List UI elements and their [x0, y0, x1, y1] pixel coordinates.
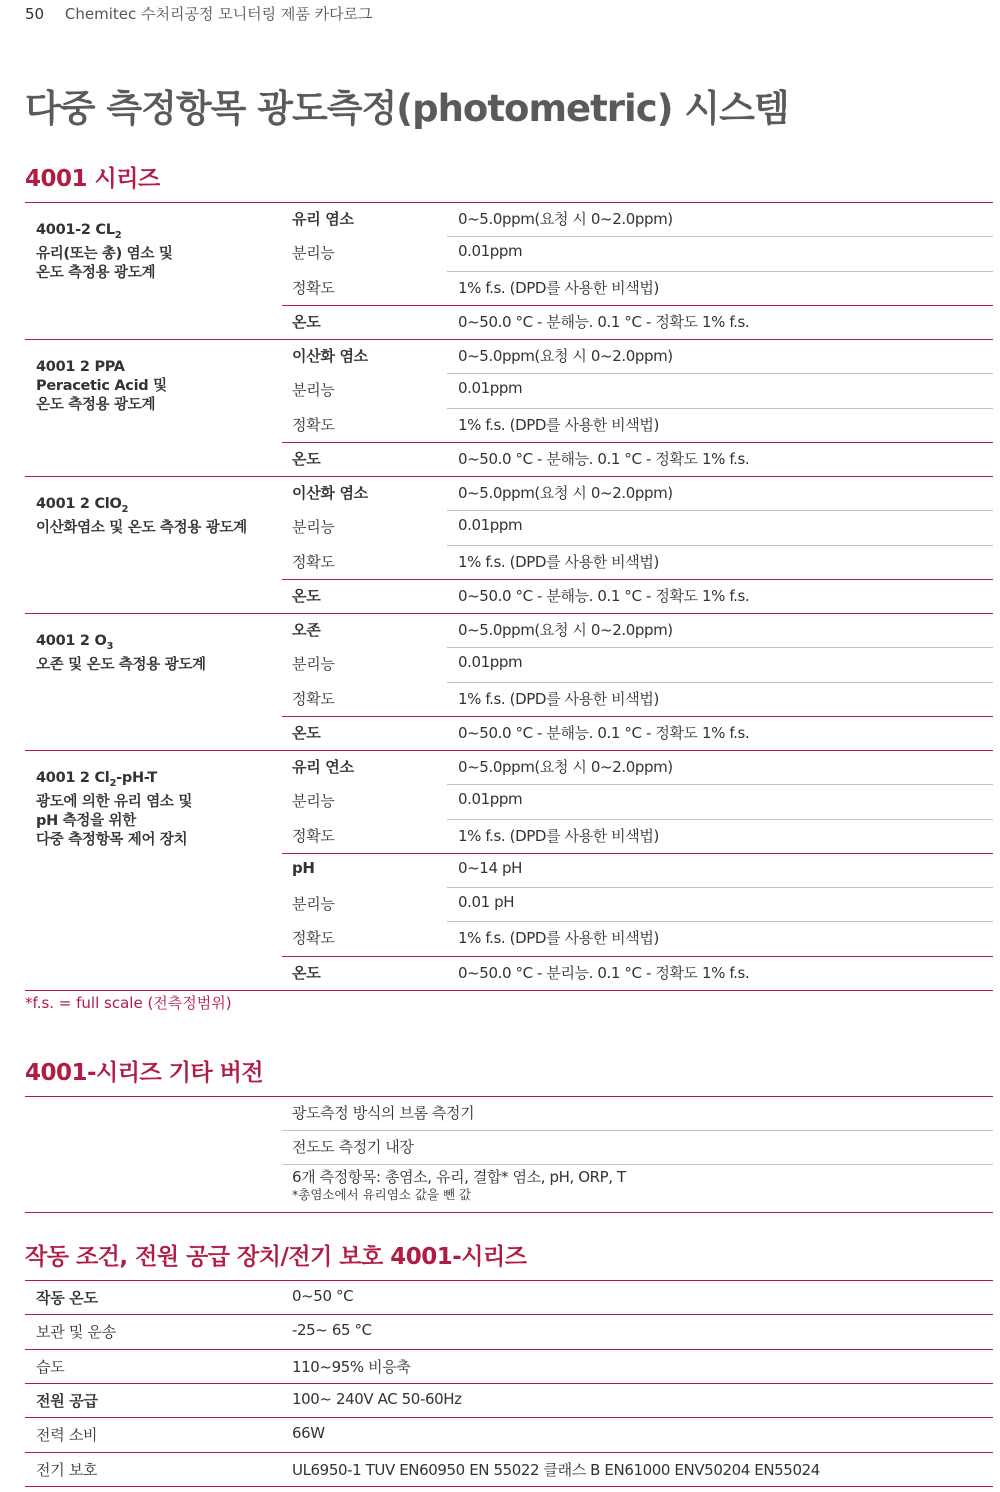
group-divider — [282, 853, 993, 854]
group-label-line — [36, 377, 276, 396]
spec-key: pH — [292, 858, 315, 877]
spec-value: 0~5.0ppm(요청 시 0~2.0ppm) — [458, 621, 673, 639]
spec-key: 정확도 — [292, 826, 335, 845]
group-label-line — [36, 793, 276, 812]
footnote: *f.s. = full scale (전측정범위) — [25, 994, 232, 1012]
group-label-line — [36, 245, 276, 264]
row-divider — [447, 784, 993, 785]
group-divider — [282, 442, 993, 443]
spec-value: 0~50.0 °C - 분해능. 0.1 °C - 정확도 1% f.s. — [458, 449, 750, 468]
group-label-line — [36, 495, 276, 519]
condition-value: 100~ 240V AC 50-60Hz — [292, 1389, 462, 1408]
label-text: 오존 및 온도 측정용 광도계 — [36, 656, 206, 673]
version-item: 광도측정 방식의 브롬 측정기 — [292, 1104, 475, 1122]
spec-value: 1% f.s. (DPD를 사용한 비색법) — [458, 415, 659, 434]
spec-value: 0~5.0ppm(요청 시 0~2.0ppm) — [458, 210, 673, 228]
spec-key: 온도 — [292, 312, 321, 331]
spec-value: 0~50.0 °C - 분해능. 0.1 °C - 정확도 1% f.s. — [458, 723, 750, 742]
condition-key: 습도 — [36, 1357, 65, 1376]
group-divider — [25, 1417, 993, 1418]
spec-key: 오존 — [292, 621, 321, 639]
group-divider — [25, 990, 993, 991]
spec-value: 0~5.0ppm(요청 시 0~2.0ppm) — [458, 484, 673, 502]
group-label-line — [36, 358, 276, 377]
spec-value: 0~50.0 °C - 분해능. 0.1 °C - 정확도 1% f.s. — [458, 586, 750, 605]
spec-value: 0.01 pH — [458, 893, 515, 911]
group-label-line — [36, 519, 276, 538]
label-text: 4001-2 CL — [36, 222, 115, 238]
label-text: -pH-T — [116, 770, 157, 786]
group-divider — [25, 202, 993, 203]
group-divider — [282, 579, 993, 580]
spec-key: 정확도 — [292, 415, 335, 434]
spec-value: 0.01ppm — [458, 790, 523, 809]
spec-key: 정확도 — [292, 278, 335, 297]
group-label-line — [36, 831, 276, 850]
spec-value: 0.01ppm — [458, 653, 523, 672]
conditions-heading: 작동 조건, 전원 공급 장치/전기 보호 4001-시리즈 — [25, 1244, 527, 1270]
label-text: 이산화염소 및 온도 측정용 광도계 — [36, 519, 247, 536]
group-divider — [25, 476, 993, 477]
group-divider — [282, 716, 993, 717]
label-subscript: 3 — [106, 640, 114, 652]
spec-key: 분리능 — [292, 518, 335, 537]
version-item: 6개 측정항목: 총염소, 유리, 결합* 염소, pH, ORP, T — [292, 1168, 626, 1186]
row-divider — [447, 819, 993, 820]
condition-key: 전기 보호 — [36, 1460, 98, 1479]
row-divider — [447, 408, 993, 409]
group-divider — [282, 956, 993, 957]
group-divider — [25, 1452, 993, 1453]
spec-key: 온도 — [292, 586, 321, 605]
spec-value: 1% f.s. (DPD를 사용한 비색법) — [458, 929, 659, 948]
group-divider — [25, 1314, 993, 1315]
group-divider — [25, 1349, 993, 1350]
spec-key: 분리능 — [292, 792, 335, 811]
group-divider — [25, 1212, 993, 1213]
spec-key: 분리능 — [292, 655, 335, 674]
condition-value: 66W — [292, 1424, 325, 1443]
row-divider — [282, 1164, 993, 1165]
group-label — [36, 358, 276, 415]
group-divider — [25, 613, 993, 614]
condition-key: 전원 공급 — [36, 1391, 98, 1410]
spec-key: 온도 — [292, 963, 321, 982]
group-divider — [25, 1280, 993, 1281]
condition-value: -25~ 65 °C — [292, 1321, 372, 1340]
spec-key: 유리 연소 — [292, 758, 354, 776]
label-text: pH 측정을 위한 — [36, 812, 136, 829]
group-label — [36, 769, 276, 850]
row-divider — [447, 271, 993, 272]
group-label — [36, 221, 276, 283]
label-text: 4001 2 PPA — [36, 359, 125, 375]
label-subscript: 2 — [114, 229, 122, 241]
label-text: 4001 2 ClO — [36, 496, 122, 512]
label-text: 유리(또는 총) 염소 및 — [36, 245, 173, 262]
group-label-line — [36, 812, 276, 831]
row-divider — [447, 510, 993, 511]
condition-value: 0~50 °C — [292, 1287, 354, 1305]
spec-value: 1% f.s. (DPD를 사용한 비색법) — [458, 689, 659, 708]
group-label — [36, 495, 276, 538]
spec-key: 분리능 — [292, 244, 335, 263]
spec-value: 0~5.0ppm(요청 시 0~2.0ppm) — [458, 347, 673, 365]
group-label — [36, 632, 276, 675]
spec-value: 1% f.s. (DPD를 사용한 비색법) — [458, 552, 659, 571]
group-label-line — [36, 769, 276, 793]
spec-value: 0~50.0 °C - 분리능. 0.1 °C - 정확도 1% f.s. — [458, 963, 750, 982]
condition-value: UL6950-1 TUV EN60950 EN 55022 클래스 B EN61000 ENV50204 EN55024 — [292, 1460, 820, 1479]
spec-key: 이산화 염소 — [292, 347, 368, 365]
group-label-line — [36, 656, 276, 675]
label-text: 4001 2 O — [36, 633, 107, 649]
spec-key: 분리능 — [292, 381, 335, 400]
condition-key: 전력 소비 — [36, 1426, 98, 1445]
label-text: 다중 측정항목 제어 장치 — [36, 831, 188, 848]
spec-value: 0~5.0ppm(요청 시 0~2.0ppm) — [458, 758, 673, 776]
spec-key: 정확도 — [292, 552, 335, 571]
row-divider — [447, 373, 993, 374]
spec-value: 0.01ppm — [458, 516, 523, 535]
spec-key: 온도 — [292, 723, 321, 742]
group-label-line — [36, 221, 276, 245]
spec-key: 정확도 — [292, 689, 335, 708]
spec-value: 0~50.0 °C - 분해능. 0.1 °C - 정확도 1% f.s. — [458, 312, 750, 331]
row-divider — [447, 236, 993, 237]
spec-key: 온도 — [292, 449, 321, 468]
page-header — [25, 3, 373, 24]
spec-key: 정확도 — [292, 929, 335, 948]
group-divider — [25, 1383, 993, 1384]
group-label-line — [36, 632, 276, 656]
spec-key: 분리능 — [292, 895, 335, 913]
group-divider — [25, 339, 993, 340]
label-text: 광도에 의한 유리 염소 및 — [36, 793, 193, 810]
page-number: 50 — [25, 5, 45, 23]
label-text: Peracetic Acid 및 — [36, 378, 167, 394]
row-divider — [282, 1130, 993, 1131]
label-subscript: 2 — [109, 777, 117, 789]
group-divider — [282, 305, 993, 306]
group-divider — [25, 1096, 993, 1097]
version-item: 전도도 측정기 내장 — [292, 1138, 414, 1156]
row-divider — [447, 682, 993, 683]
page-title: 다중 측정항목 광도측정(photometric) 시스템 — [25, 87, 789, 130]
label-text: 온도 측정용 광도계 — [36, 397, 156, 413]
group-divider — [25, 1486, 993, 1487]
row-divider — [447, 887, 993, 888]
label-text: 4001 2 Cl — [36, 770, 110, 786]
version-note: *총염소에서 유리염소 값을 뺀 값 — [292, 1187, 472, 1202]
label-subscript: 2 — [121, 503, 129, 515]
catalog-title: Chemitec 수처리공정 모니터링 제품 카다로그 — [64, 5, 373, 23]
condition-value: 110~95% 비응축 — [292, 1357, 411, 1376]
spec-value: 0.01ppm — [458, 242, 523, 261]
row-divider — [447, 545, 993, 546]
condition-key: 보관 및 운송 — [36, 1323, 116, 1342]
spec-value: 1% f.s. (DPD를 사용한 비색법) — [458, 826, 659, 845]
group-label-line — [36, 264, 276, 283]
label-text: 온도 측정용 광도계 — [36, 264, 156, 281]
group-label-line — [36, 396, 276, 415]
condition-key: 작동 온도 — [36, 1289, 98, 1307]
spec-value: 0.01ppm — [458, 379, 523, 398]
spec-key: 유리 염소 — [292, 210, 354, 228]
series-heading: 4001 시리즈 — [25, 166, 160, 192]
row-divider — [447, 647, 993, 648]
spec-key: 이산화 염소 — [292, 484, 368, 502]
spec-value: 0~14 pH — [458, 858, 522, 877]
group-divider — [25, 750, 993, 751]
other-versions-heading: 4001-시리즈 기타 버전 — [25, 1060, 264, 1086]
row-divider — [447, 921, 993, 922]
spec-value: 1% f.s. (DPD를 사용한 비색법) — [458, 278, 659, 297]
